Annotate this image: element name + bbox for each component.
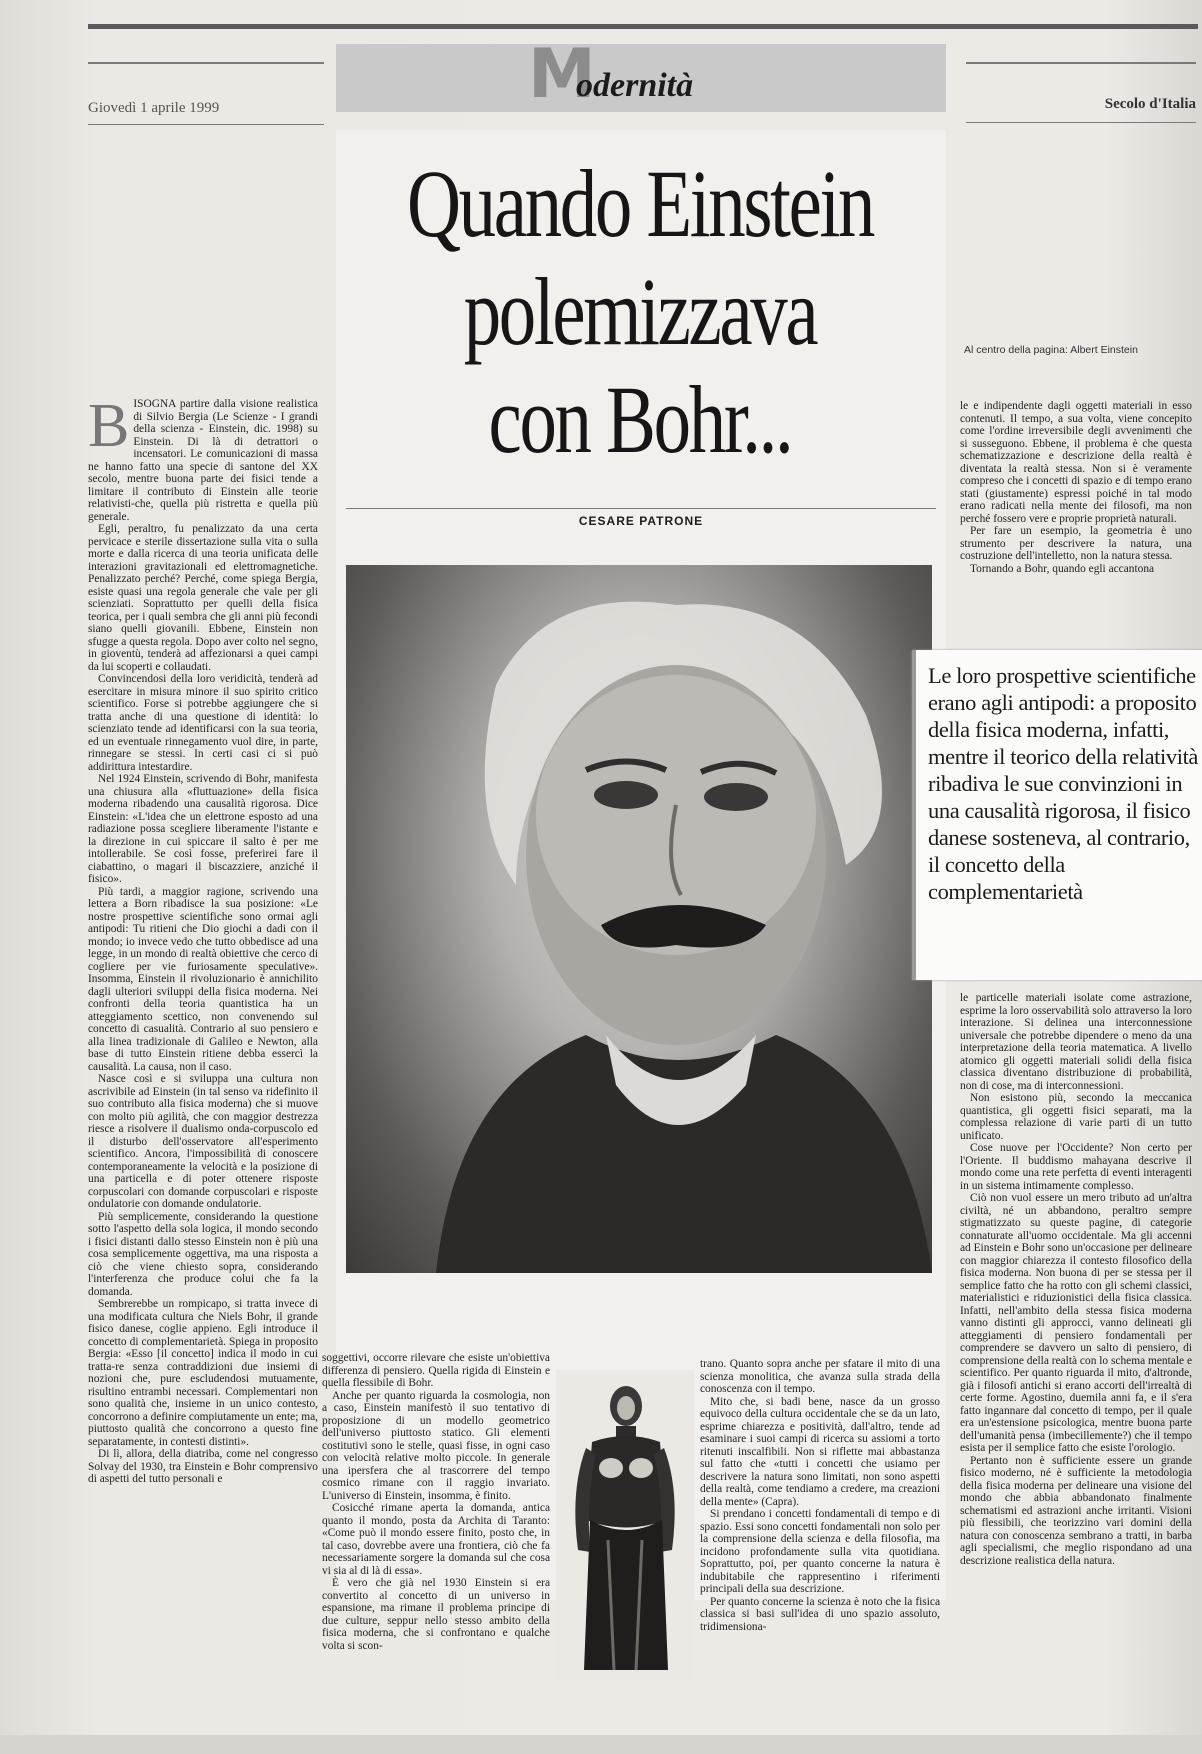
section-logo	[528, 35, 828, 114]
section-title: odernità	[576, 67, 694, 104]
headline	[375, 150, 905, 474]
left-paragraph: Di lì, allora, della diatriba, come nel congresso Solvay del 1930, tra Einstein e Bohr comprensivo di aspetti del tutto personali e	[88, 1448, 318, 1485]
portrait-illustration	[346, 565, 932, 1273]
right-header-rule	[966, 62, 1196, 64]
left-header-rule	[88, 62, 324, 64]
left-paragraph: Convincendosi della loro veridicità, tenderà ad esercitare in misura minore il suo spirito critico scientifico. Forse si potrebbe aggiungere che si tratta anche di una questione di identità: lo scienziato tende ad identificarsi con la sua teoria, ed un eventuale rinnegamento vuol dire, in parte, rinnegare se stessi. In certi casi ci si può addirittura intestardire.	[88, 673, 318, 773]
headline-line-2: polemizzava	[463, 258, 817, 365]
right-top-paragraph: Tornando a Bohr, quando egli accantona	[970, 562, 1155, 575]
right-bottom-paragraph: Pertanto non è sufficiente essere un grande fisico moderno, né è sufficiente la metodologia della fisica moderna per delineare una visione del mondo che abbia abbandonato finalmente schematismi ed astrazioni anche irritanti. Visioni più flessibili, che teorizzino vari domini della natura con conoscenza sembrano a tratti, in barba agli specialismi, che meglio rispondano ad una descrizione realistica della natura.	[960, 1454, 1192, 1567]
right-column-bottom-text	[960, 992, 1192, 1567]
left-header-underline	[88, 124, 324, 125]
headline-line-3: con Bohr...	[488, 366, 792, 473]
byline-rule	[346, 508, 936, 509]
right-top-paragraph: Per fare un esempio, la geometria è uno strumento per descrivere la natura, una costruzione dell'intelletto, non la natura stessa.	[960, 525, 1192, 562]
einstein-portrait-photo	[346, 565, 932, 1273]
page-bottom-edge	[0, 1735, 1202, 1754]
left-paragraph: ISOGNA partire dalla visione realistica di Silvio Bergia (Le Scienze - I grandi della scienza - Einstein, dic. 1998) su Einstein. Di là di detrattori o incensatori. Le comunicazioni di massa ne hanno fatto una specie di santone del XX secolo, mentre buona parte dei fisici tende a limitare il contributo di Einstein alle teorie relativisti-che, quella più ristretta e quella più generale.	[88, 398, 318, 523]
photo-caption: Al centro della pagina: Albert Einstein	[964, 344, 1138, 356]
bottom-a-paragraph: soggettivi, occorre rilevare che esiste un'obiettiva differenza di pensiero. Quella rigida di Einstein e quella flessibile di Bohr.	[322, 1352, 550, 1389]
pull-quote-text: Le loro prospettive scientifiche erano agli antipodi: a proposito della fisica moderna, infatti, mentre il teorico della relatività ribadiva le sue convinzioni in una causalità rigorosa, il fisico danese sosteneva, al contrario, il concetto della complementarietà	[928, 663, 1199, 904]
robot-illustration	[556, 1370, 694, 1680]
right-top-paragraph: le e indipendente dagli oggetti materiali in esso contenuti. Il tempo, a sua volta, viene concepito come l'ordine irreversibile degli avvenimenti che si susseguono. Ebbene, il problema è che questa schematizzazione e descrizione della realtà è diventata la realtà stessa. Non si è veramente compreso che i concetti di spazio e di tempo erano stati (giustamente) espressi poiché in tal modo erano radicati nella mente dei filosofi, ma non perché fossero vere e proprie proprietà naturali.	[960, 400, 1192, 525]
headline-line-1: Quando Einstein	[406, 150, 874, 257]
bottom-a-paragraph: È vero che già nel 1930 Einstein si era convertito al concetto di un universo in espansione, ma rimane il problema principe di due culture, seppur nello stesso ambito della fisica moderna, che si confrontano e qualche volta si scon-	[322, 1577, 550, 1652]
right-bottom-paragraph: Non esistono più, secondo la meccanica quantistica, gli oggetti fisici separati, ma la complessa relazione di varie parti di un tutto unificato.	[960, 1092, 1192, 1142]
right-bottom-paragraph: Cose nuove per l'Occidente? Non certo per l'Oriente. Il buddismo mahayana descrive il mondo come una rete perfetta di eventi interagenti in un sistema intimamente complesso.	[960, 1142, 1192, 1192]
left-paragraph: Più tardi, a maggior ragione, scrivendo una lettera a Born ribadisce la sua posizione: «Le nostre prospettive scientifiche sono ormai agli antipodi: Tu ritieni che Dio giochi a dadi con il mondo; io invece vedo che tutto obbedisce ad una legge, in un mondo di realtà obiettive che cerco di cogliere per vie furiosamente speculative». Insomma, Einstein il rivoluzionario è annichilito dagli ulteriori sviluppi della fisica moderna. Nei confronti della teoria quantistica ha un atteggiamento scettico, non convenendo sul concetto di casualità. Contrario al suo pensiero e alla linea tradizionale di Galileo e Newton, alla base di tutto Einstein ritiene debba essercì la causalità. La causa, non il caso.	[88, 885, 318, 1073]
right-column-top-text	[960, 400, 1192, 575]
newspaper-name: Secolo d'Italia	[1104, 96, 1196, 112]
bottom-b-paragraph: trano. Quanto sopra anche per sfatare il mito di una scienza monolitica, che avanza sulla strada della conoscenza con il tempo.	[700, 1358, 940, 1395]
top-rule	[88, 24, 1198, 29]
bottom-a-paragraph: Anche per quanto riguarda la cosmologia, non a caso, Einstein manifestò il suo tentativo di proposizione di un modello geometrico dell'universo piuttosto statico. Gli elementi costitutivi sono le stelle, quasi fisse, in ogni caso con velocità relative molto piccole. In generale una ipersfera che al trascorrere del tempo cosmico rimane con il raggio invariato. L'universo di Einstein, insomma, è finito.	[322, 1389, 550, 1502]
right-bottom-paragraph: le particelle materiali isolate come astrazione, esprime la loro osservabilità solo attraverso la loro interazione. Si delinea una interconnessione universale che potrebbe dipendere o meno da una interpretazione della teoria matematica. A livello atomico gli oggetti materiali solidi della fisica classica diventano distribuzione di probabilità, non di cose, ma di interconnessioni.	[960, 992, 1192, 1092]
left-paragraph: Nel 1924 Einstein, scrivendo di Bohr, manifesta una chiusura alla «fluttuazione» della fisica moderna ribadendo una causalità rigorosa. Dice Einstein: «L'idea che un elettrone esposto ad una radiazione possa scegliere liberamente l'istante e la direzione in cui spiccare il salto è per me intollerabile. Se così fosse, preferirei fare il ciabattino, o magari il biscazziere, anziché il fisico».	[88, 773, 318, 885]
pull-quote-box	[912, 650, 1202, 980]
left-paragraph: Egli, peraltro, fu penalizzato da una certa pervicace e sterile dissertazione sulla vita o sulla morte e dalla ricerca di una teoria unificata delle interazioni gravitazionali ed elettromagnetiche. Penalizzato perché? Perché, come spiega Bergia, esiste quasi una regola generale che vale per gli scienziati. Soprattutto per quelli della fisica teorica, per i quali sembra che gli anni più fecondi siano quelli giovanili. Ebbene, Einstein non sfugge a questa regola. Dopo aver colto nel segno, in gioventù, tenderà ad affezionarsi a quei campi da lui scoperti e collaudati.	[88, 523, 318, 673]
left-paragraph: Sembrerebbe un rompicapo, si tratta invece di una modificata cultura che Niels Bohr, il grande fisico danese, coglie appieno. Egli introduce il concetto di complementarietà. Spiega in proposito Bergia: «Esso [il concetto] indica il modo in cui tratta-re senza contraddizioni due insiemi di nozioni che, pure escludendosi mutuamente, risultino entrambi necessari. Complementari non sono qualità che, insieme in un unico contesto, concorrono a definire compiutamente un ente; ma, piuttosto qualità che concorrono a questo fine separatamente, in contesti distinti».	[88, 1298, 318, 1448]
center-bottom-left-text	[322, 1352, 550, 1652]
center-bottom-right-text	[700, 1358, 940, 1633]
left-column-text	[88, 392, 318, 1486]
right-bottom-paragraph: Ciò non vuol essere un mero tributo ad un'altra civiltà, né un abbandono, peraltro sempre stigmatizzato su queste pagine, di categorie connaturate all'uomo occidentale. Ma gli accenni ad Einstein e Bohr sono un'occasione per delineare con maggior chiarezza il contesto filosofico della fisica moderna. Non buona di per se stessa per il semplice fatto che ha rotto con gli schemi classici, materialistici e riduzionistici della fisica classica. Infatti, nell'ambito della stessa fisica moderna vanno distinti gli approcci, vanno delineati gli atteggiamenti di pensiero fondamentali per comprendere se davvero un salto di pensiero, di comprensione della realtà con lo schema mentale e scientifico. Per quanto riguarda il mito, d'altronde, già i filosofi antichi si erano accorti dell'irrealtà di certe forme. Agostino, duemila anni fa, e il s'era fatto ingannare dal concetto di tempo, per il quale era un'estensione psicologica, mentre buona parte dell'umanità pensa (imbecillemente?) che il tempo esista per il semplice fatto che esiste l'orologio.	[960, 1192, 1193, 1454]
bottom-a-paragraph: Cosicché rimane aperta la domanda, antica quanto il mondo, posta da Archita di Taranto: «Come può il mondo essere finito, posto che, in tal caso, dovrebbe avere una frontiera, ciò che fa necessariamente sorgere la domanda sul che cosa vi sia al di là di essa».	[322, 1502, 550, 1577]
bottom-b-paragraph: Per quanto concerne la scienza è noto che la fisica classica si basi sull'idea di uno spazio assoluto, tridimensiona-	[700, 1595, 940, 1633]
byline: CESARE PATRONE	[578, 514, 704, 528]
bottom-b-paragraph: Mito che, si badi bene, nasce da un grosso equivoco della cultura occidentale che se da un lato, esprime chiarezza e positività, dall'altro, tende ad esaminare i suoi campi di ricerca su assiomi a torto ritenuti inscalfibili. Non si riflette mai abbastanza sul fatto che «tutti i concetti che usiamo per descrivere la natura sono limitati, non sono aspetti della realtà, come tendiamo a credere, ma creazioni della mente» (Capra).	[700, 1395, 940, 1508]
issue-date: Giovedì 1 aprile 1999	[88, 100, 220, 116]
section-initial: M	[528, 35, 596, 114]
left-paragraph: Più semplicemente, considerando la questione sotto l'aspetto della sola logica, il mondo secondo i fisici distanti dallo stesso Einstein non è più una cosa semplicemente oggettiva, ma una risposta a ciò che viene chiesto sopra, considerando l'interferenza che produce colui che fa la domanda.	[88, 1210, 318, 1298]
bottom-b-paragraph: Si prendano i concetti fondamentali di tempo e di spazio. Essi sono concetti fondamentali non solo per la comprensione della scienza e della filosofia, ma incidono profondamente sulla vita quotidiana. Soprattutto, poi, per quanto concerne la natura è indubitabile che rappresentino i riferimenti principali della sua descrizione.	[700, 1508, 940, 1595]
drop-cap: B	[88, 392, 130, 460]
left-paragraph: Nasce così e si sviluppa una cultura non ascrivibile ad Einstein (in tal senso va ridefinito il suo contributo alla fisica moderna) che si muove con molto più agilità, che con maggior destrezza riesce a risolvere il dualismo onda-corpuscolo ed il disturbo dell'osservatore all'esperimento scientifico. Ancora, l'impossibilità di conoscere contemporaneamente la velocità e la posizione di una particella e di poter ottenere risposte corpuscolari con domande corpuscolari e risposte ondulatorie con domande ondulatorie.	[88, 1073, 318, 1210]
right-header-underline	[966, 122, 1196, 123]
